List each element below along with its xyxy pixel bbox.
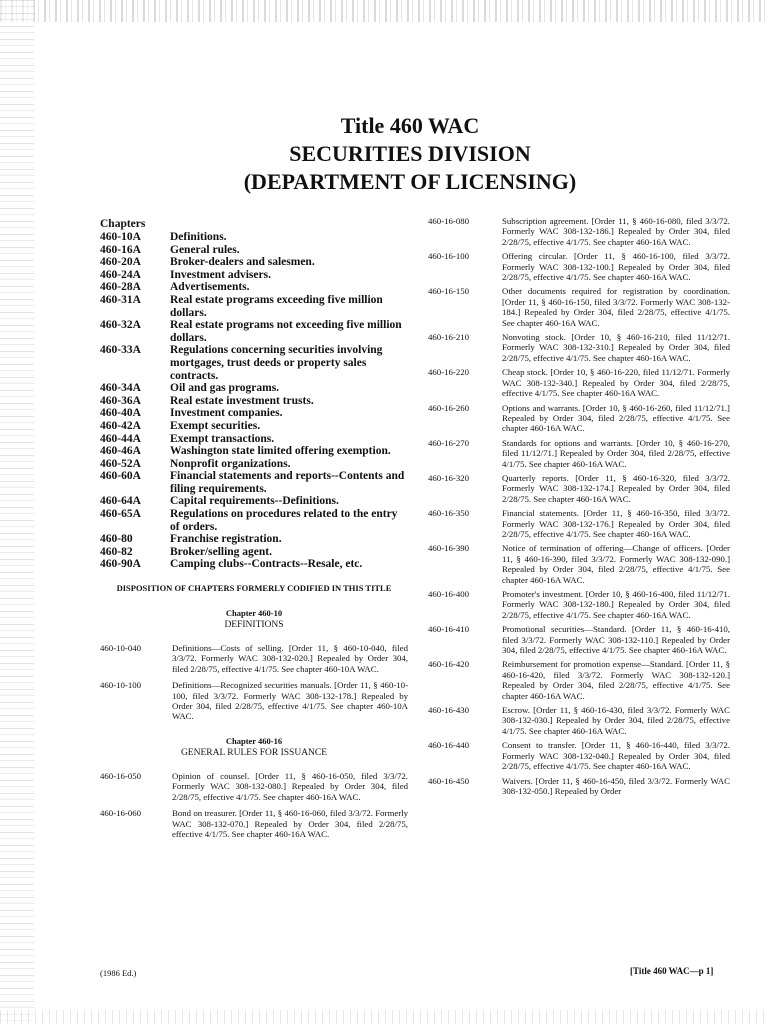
chapter-number: 460-82 [100,545,133,558]
chapter-title: Franchise registration. [170,533,282,546]
section-entry [428,508,730,539]
chapter-title: Regulations on procedures related to the entry of orders. [170,508,398,533]
chapter-number: 460-10A [100,231,141,243]
chapter-row [100,445,408,458]
chapter-number: 460-28A [100,281,141,294]
section-text: Cheap stock. [Order 10, § 460-16-220, filed 11/12/71. Formerly WAC 308-132-340.] Repealed by Order 304, filed 2/28/75, effective 4/1/75. See chapter 460-16A WAC. [502,367,730,399]
chapter-title: Washington state limited offering exemption. [170,445,391,458]
section-text: Nonvoting stock. [Order 10, § 460-16-210, filed 11/12/71. Formerly WAC 308-132-310.] Repealed by Order 304, filed 2/28/75, effective 4/1/75. See chapter 460-16A WAC. [502,332,730,363]
section-number: 460-16-430 [428,705,470,716]
section-text: Escrow. [Order 11, § 460-16-430, filed 3/3/72. Formerly WAC 308-132-030.] Repealed by Order 304, filed 2/28/75, effective 4/1/75. See chapter 460-16A WAC. [502,705,730,736]
section-number: 460-16-080 [428,216,470,226]
section-entry [428,251,730,282]
section-text: Waivers. [Order 11, § 460-16-450, filed 3/3/72. Formerly WAC 308-132-050.] Repealed by Order [502,775,730,796]
section-number: 460-16-100 [428,251,470,262]
chapter-title: Financial statements and reports--Contents and filing requirements. [170,470,405,495]
section-number: 460-16-400 [428,589,470,599]
section-text: Promoter's investment. [Order 10, § 460-16-400, filed 11/12/71. Formerly WAC 308-132-180.] Repealed by Order 304, filed 2/28/75, effective 4/1/75. See chapter 460-16A WAC. [502,589,730,620]
section-text: Definitions—Recognized securities manuals. [Order 11, § 460-10-100, filed 3/3/72. Formerly WAC 308-132-178.] Repealed by Order 304, filed 2/28/75, effective 4/1/75. See chapter 460-10A WAC. [172,680,408,722]
chapter-title: Exempt transactions. [170,432,275,445]
section-text: Financial statements. [Order 11, § 460-16-350, filed 3/3/72. Formerly WAC 308-132-176.] Repealed by Order 304, filed 2/28/75, effective 4/1/75. See chapter 460-16A WAC. [502,508,730,539]
chapter-number: 460-31A [100,293,141,306]
section-entry [428,367,730,398]
section-text: Definitions—Costs of selling. [Order 11, § 460-10-040, filed 3/3/72. Formerly WAC 308-132-020.] Repealed by Order 304, filed 2/28/75, effective 4/1/75. See chapter 460-10A WAC. [172,643,408,674]
section-text: Bond on treasurer. [Order 11, § 460-16-060, filed 3/3/72. Formerly WAC 308-132-070.] Repealed by Order 304, filed 2/28/75, effective 4/1/75. See chapter 460-16A WAC. [172,808,408,839]
chapter-title: General rules. [170,243,240,256]
section-number: 460-16-450 [428,775,470,786]
section-text: Other documents required for registration by coordination. [Order 11, § 460-16-150, filed 3/3/72. Formerly WAC 308-132-184.] Repealed by Order 304, filed 2/28/75, effective 4/1/75. See chapter 460-16A WAC. [502,286,730,328]
chapter-row [100,508,408,533]
chapter-title: Nonprofit organizations. [170,457,291,470]
chapter-row [100,533,408,546]
left-column [100,218,408,845]
chapter-number: 460-20A [100,256,141,269]
section-number: 460-16-390 [428,543,470,554]
right-column [428,216,730,800]
section-entry [428,473,730,504]
section-number: 460-16-420 [428,659,470,670]
chapter-row [100,407,408,420]
chapter-number: 460-52A [100,457,141,470]
section-text: Options and warrants. [Order 10, § 460-16-260, filed 11/12/71.] Repealed by Order 304, filed 2/28/75, effective 4/1/75. See chapter 460-16A WAC. [502,402,730,434]
chapter-row [100,495,408,508]
chapter-row [100,319,408,344]
section-text: Reimbursement for promotion expense—Standard. [Order 11, § 460-16-420, filed 3/3/72. Formerly WAC 308-132-120.] Repealed by Order 304, filed 2/28/75, effective 4/1/75. See chapter 460-16A WAC. [502,659,730,701]
section-entry [428,589,730,620]
section-entry [428,705,730,736]
department-title: (DEPARTMENT OF LICENSING) [243,169,577,194]
chapter-number: 460-60A [100,470,141,483]
chapter-number: 460-90A [100,558,141,571]
page-title: Title 460 WAC [340,113,480,138]
section-number: 460-16-260 [428,402,470,413]
chapter-title: Capital requirements--Definitions. [170,495,339,508]
section-entry [428,438,730,469]
chapter-number: 460-44A [100,432,141,445]
section-entry [428,216,730,247]
chapter-row [100,395,408,408]
section-entry [100,808,408,839]
division-title: SECURITIES DIVISION [289,141,531,166]
title-block [150,112,670,196]
section-entry [428,543,730,585]
chapter-title: Exempt securities. [170,419,261,432]
edition-footer: (1986 Ed.) [100,968,137,978]
chapter-title: Advertisements. [170,281,250,294]
chapter-number: 460-32A [100,319,141,332]
chapter-row [100,269,408,282]
chapter-title: Investment companies. [170,407,283,420]
section-text: Opinion of counsel. [Order 11, § 460-16-050, filed 3/3/72. Formerly WAC 308-132-080.] Repealed by Order 304, filed 2/28/75, effective 4/1/75. See chapter 460-16A WAC. [172,770,408,802]
chapter-title: Oil and gas programs. [170,382,280,395]
chapter-number: 460-65A [100,508,141,521]
chapter-10-sections [100,643,408,722]
chapter-row [100,382,408,395]
section-entry [100,680,408,722]
chapter-10-label: Chapter 460-10 [225,608,283,619]
section-number: 460-16-210 [428,332,470,343]
chapter-title: Definitions. [170,231,227,243]
chapter-number: 460-42A [100,419,141,432]
section-text: Promotional securities—Standard. [Order 11, § 460-16-410, filed 3/3/72. Formerly WAC 308-132-110.] Repealed by Order 304, filed 2/28/75, effective 4/1/75. See chapter 460-16A WAC. [502,624,730,656]
section-number: 460-16-050 [100,770,142,781]
section-entry [428,659,730,701]
section-number: 460-16-220 [428,367,470,378]
chapter-row [100,231,408,244]
chapter-number: 460-33A [100,344,141,357]
chapter-row [100,294,408,319]
chapter-row [100,344,408,382]
scan-noise-bottom [0,1010,770,1024]
chapter-row [100,470,408,495]
chapter-row [100,256,408,269]
section-entry [428,332,730,363]
chapter-title: Real estate programs exceeding five million dollars. [170,293,383,319]
chapter-number: 460-80 [100,533,133,546]
section-number: 460-10-040 [100,643,142,654]
section-entry [428,286,730,328]
page-footer: [Title 460 WAC—p 1] [630,966,714,976]
section-text: Offering circular. [Order 11, § 460-16-100, filed 3/3/72. Formerly WAC 308-132-100.] Repealed by Order 304, filed 2/28/75, effective 4/1/75. See chapter 460-16A WAC. [502,251,730,283]
chapter-title: Camping clubs--Contracts--Resale, etc. [170,558,363,571]
section-text: Subscription agreement. [Order 11, § 460-16-080, filed 3/3/72. Formerly WAC 308-132-186.] Repealed by Order 304, filed 2/28/75, effective 4/1/75. See chapter 460-16A WAC. [502,216,730,247]
chapter-title: Real estate investment trusts. [170,394,314,407]
chapter-number: 460-46A [100,445,141,458]
section-entry [428,624,730,655]
chapter-title: Broker-dealers and salesmen. [170,256,315,269]
section-number: 460-16-350 [428,508,470,519]
chapter-row [100,433,408,446]
disposition-heading: DISPOSITION OF CHAPTERS FORMERLY CODIFIED IN THIS TITLE [116,583,392,594]
chapter-16-name: GENERAL RULES FOR ISSUANCE [180,747,328,758]
chapter-row [100,420,408,433]
chapter-row [100,558,408,571]
section-number: 460-16-150 [428,286,470,297]
chapter-10-name: DEFINITIONS [224,620,284,631]
chapter-row [100,244,408,257]
chapters-list [100,231,408,571]
chapter-number: 460-24A [100,268,141,281]
chapter-number: 460-64A [100,495,141,508]
chapter-row [100,458,408,471]
chapter-title: Investment advisers. [170,268,271,281]
section-entry [100,771,408,802]
chapter-row [100,281,408,294]
chapter-number: 460-40A [100,407,141,420]
section-number: 460-16-410 [428,624,470,635]
section-number: 460-16-060 [100,808,142,819]
chapter-16-sections [100,771,408,839]
scan-noise-left [0,0,34,1024]
section-text: Notice of termination of offering—Change of officers. [Order 11, § 460-16-390, filed 3/3/72. Formerly WAC 308-132-090.] Repealed by Order 304, filed 2/28/75, effective 4/1/75. See chapter 460-16A WAC. [502,543,730,585]
section-number: 460-16-440 [428,740,470,751]
section-text: Standards for options and warrants. [Order 10, § 460-16-270, filed 11/12/71.] Repealed by Order 304, filed 2/28/75, effective 4/1/75. See chapter 460-16A WAC. [502,437,730,469]
chapter-title: Broker/selling agent. [170,545,273,558]
section-number: 460-16-320 [428,472,470,483]
section-entry [428,776,730,797]
chapters-heading: Chapters [100,218,146,230]
section-entry [428,403,730,434]
chapter-title: Regulations concerning securities involving mortgages, trust deeds or property sales contracts. [170,344,383,382]
section-text: Consent to transfer. [Order 11, § 460-16-440, filed 3/3/72. Formerly WAC 308-132-040.] Repealed by Order 304, filed 2/28/75, effective 4/1/75. See chapter 460-16A WAC. [502,740,730,772]
chapter-number: 460-36A [100,394,141,407]
chapter-title: Real estate programs not exceeding five million dollars. [170,319,402,344]
chapter-number: 460-34A [100,382,141,395]
scan-noise-top [0,0,770,22]
section-entry [100,643,408,674]
chapter-16-label: Chapter 460-16 [225,735,283,746]
section-number: 460-16-270 [428,437,470,448]
chapter-number: 460-16A [100,243,141,256]
section-entry [428,740,730,771]
chapter-row [100,546,408,559]
section-number: 460-10-100 [100,680,142,691]
section-text: Quarterly reports. [Order 11, § 460-16-320, filed 3/3/72. Formerly WAC 308-132-174.] Repealed by Order 304, filed 2/28/75. See chapter 460-16A WAC. [502,472,730,504]
